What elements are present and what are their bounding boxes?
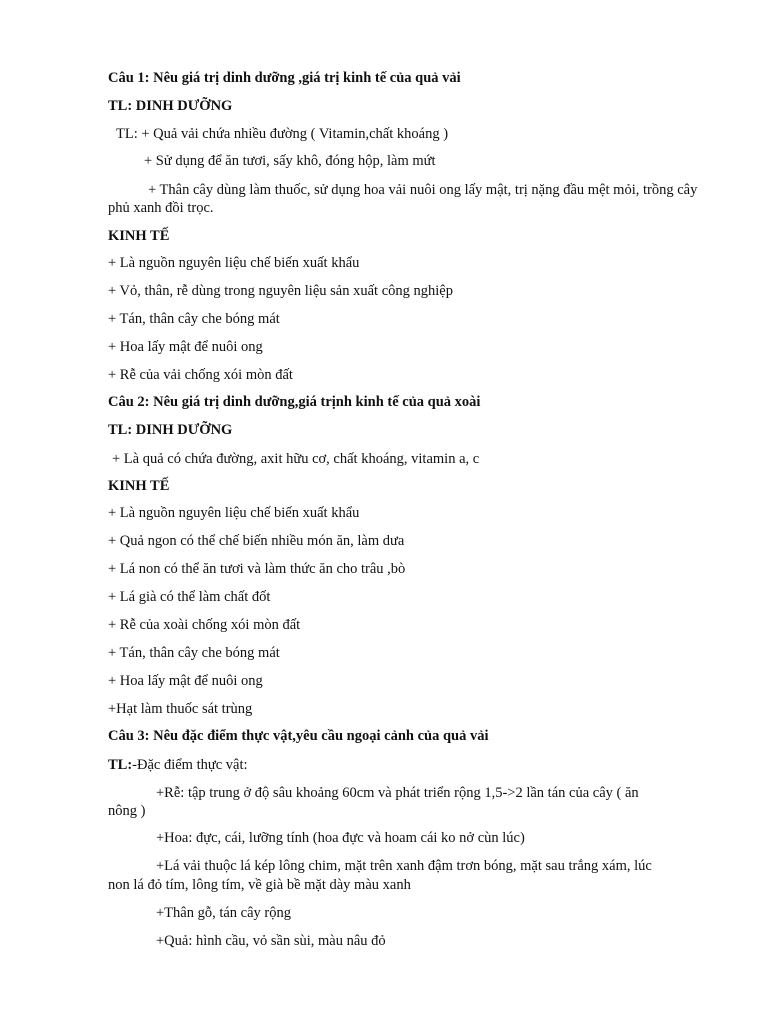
q3-title: Câu 3: Nêu đặc điểm thực vật,yêu cầu ngoại cảnh của quả vải xyxy=(108,728,489,744)
q1-economic-item-4: + Hoa lấy mật để nuôi ong xyxy=(108,339,263,355)
q2-economic-heading: KINH TẾ xyxy=(108,478,170,494)
q2-nutrition-heading: TL: DINH DƯỠNG xyxy=(108,422,233,438)
q2-economic-item-7: + Hoa lấy mật để nuôi ong xyxy=(108,673,263,689)
q2-economic-item-3: + Lá non có thể ăn tươi và làm thức ăn cho trâu ,bò xyxy=(108,561,406,577)
q2-economic-item-1: + Là nguồn nguyên liệu chế biến xuất khẩu xyxy=(108,505,360,521)
q3-item-leaves-line-2: non lá đỏ tím, lông tím, về già bề mặt dày màu xanh xyxy=(108,877,411,893)
q1-economic-item-2: + Vỏ, thân, rễ dùng trong nguyên liệu sản xuất công nghiệp xyxy=(108,283,453,299)
q2-title: Câu 2: Nêu giá trị dinh dưỡng,giá trịnh kinh tế của quả xoài xyxy=(108,394,481,410)
q2-economic-item-4: + Lá già có thể làm chất đốt xyxy=(108,589,271,605)
q3-item-trunk: +Thân gỗ, tán cây rộng xyxy=(156,905,292,921)
q3-answer-heading: -Đặc điểm thực vật: xyxy=(132,757,248,773)
q2-economic-item-2: + Quả ngon có thể chế biến nhiều món ăn, làm dưa xyxy=(108,533,405,549)
q1-nutrition-item-3: + Thân cây dùng làm thuốc, sử dụng hoa vải nuôi ong lấy mật, trị nặng đầu mệt mỏi, trồng cây phủ xanh đồi trọc. xyxy=(108,182,698,216)
q1-nutrition-item-1: TL: + Quả vải chứa nhiều đường ( Vitamin,chất khoáng ) xyxy=(116,126,449,142)
q2-economic-item-5: + Rễ của xoài chống xói mòn đất xyxy=(108,617,301,633)
q1-economic-item-3: + Tán, thân cây che bóng mát xyxy=(108,311,280,327)
q1-economic-heading: KINH TẾ xyxy=(108,228,170,244)
q3-answer-prefix: TL: xyxy=(108,757,133,773)
q1-nutrition-item-2: + Sử dụng để ăn tươi, sấy khô, đóng hộp, làm mứt xyxy=(144,153,436,169)
q3-item-leaves-line-1: +Lá vải thuộc lá kép lông chim, mặt trên xanh đậm trơn bóng, mặt sau trắng xám, lúc xyxy=(156,858,652,874)
q3-answer-line xyxy=(108,756,248,774)
q3-item-flowers: +Hoa: đực, cái, lưỡng tính (hoa đực và hoam cái ko nở cùn lúc) xyxy=(156,830,525,846)
q2-economic-item-8: +Hạt làm thuốc sát trùng xyxy=(108,701,253,717)
q1-economic-item-5: + Rễ của vải chống xói mòn đất xyxy=(108,367,293,383)
q1-nutrition-heading: TL: DINH DƯỠNG xyxy=(108,98,233,114)
q2-nutrition-item-1: + Là quả có chứa đường, axit hữu cơ, chất khoáng, vitamin a, c xyxy=(112,451,480,467)
q3-item-roots-line-2: nông ) xyxy=(108,803,146,819)
q3-item-roots-line-1: +Rễ: tập trung ở độ sâu khoảng 60cm và phát triển rộng 1,5->2 lần tán của cây ( ăn xyxy=(156,785,639,801)
q2-economic-item-6: + Tán, thân cây che bóng mát xyxy=(108,645,280,661)
q3-item-fruit: +Quả: hình cầu, vỏ sần sùi, màu nâu đỏ xyxy=(156,933,386,949)
q1-economic-item-1: + Là nguồn nguyên liệu chế biến xuất khẩu xyxy=(108,255,360,271)
q1-title: Câu 1: Nêu giá trị dinh dưỡng ,giá trị kinh tế của quả vải xyxy=(108,70,461,86)
